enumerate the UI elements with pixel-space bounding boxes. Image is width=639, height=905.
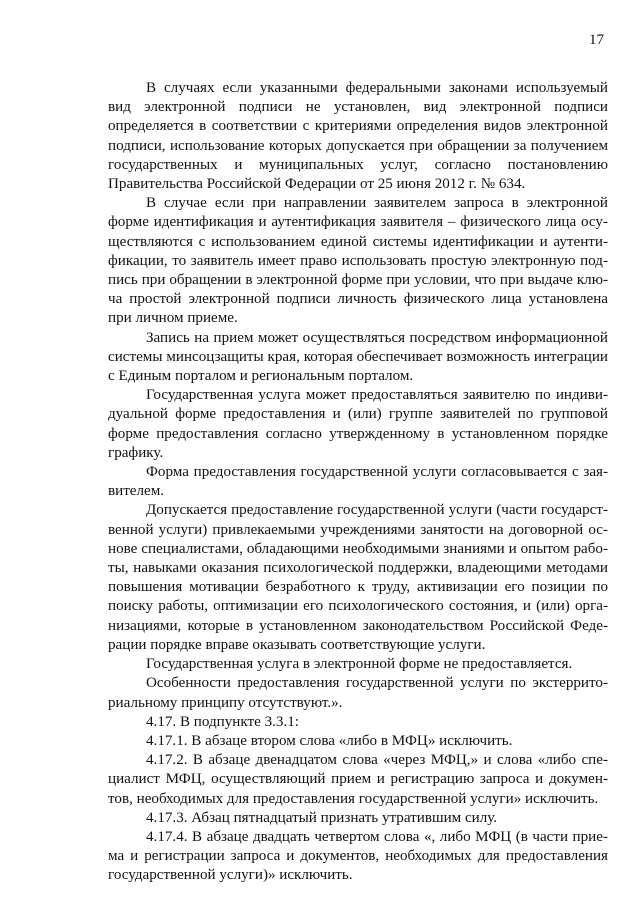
paragraph-extraterritorial-principle: Особенности предоставления государственной услуги по экстерриториальному принципу отсутствуют.». <box>108 675 608 711</box>
clause-4-17: 4.17. В подпункте 3.3.1: <box>146 713 299 730</box>
paragraph-form-agreement: Форма предоставления государственной услуги согласовывается с заявителем. <box>108 464 608 500</box>
document-body <box>108 79 608 886</box>
clause-4-17-2: 4.17.2. В абзаце двенадцатом слова «через МФЦ,» и слова «либо специалист МФЦ, осуществляющий прием и регистрацию запроса и документов, необходимых для предоставления государственной услуги» исключить. <box>108 752 608 807</box>
paragraph-no-electronic-form: Государственная услуга в электронной форме не предоставляется. <box>146 656 573 673</box>
clause-4-17-4: 4.17.4. В абзаце двадцать четвертом слова «, либо МФЦ (в части приема и регистрации запроса и документов, необходимых для предоставления государственной услуги)» исключить. <box>108 828 608 884</box>
page-number: 17 <box>589 32 604 48</box>
clause-4-17-3: 4.17.3. Абзац пятнадцатый признать утратившим силу. <box>146 809 498 826</box>
clause-4-17-1: 4.17.1. В абзаце втором слова «либо в МФЦ» исключить. <box>146 732 513 749</box>
paragraph-specialists-involvement: Допускается предоставление государственной услуги (части государственной услуги) привлекаемыми учреждениями занятости на договорной основе специалистами, обладающими необходимыми знаниями и опытом работы, навыками оказания психологической поддержки, владеющими методами повышения мотивации безработного к труду, активизации его позиции по поиску работы, оптимизации его психологического состояния, и (или) организациями, которые в установленном законодательством Российской Федерации порядке вправе оказывать соответствующие услуги. <box>108 502 608 653</box>
paragraph-electronic-signature-criteria: В случаях если указанными федеральными законами используемый вид электронной подписи не установлен, вид электронной подписи определяется в соответствии с критериями определения видов электронной подписи, использование которых допускается при обращении за получением государственных и муниципальных услуг, согласно постановлению Правительства Российской Федерации от 25 июня 2012 г. № 634. <box>108 80 608 193</box>
paragraph-identification-authentication: В случае если при направлении заявителем запроса в электронной форме идентификация и аутентификация заявителя – физического лица осуществляются с использованием единой системы идентификации и аутентификации, то заявитель имеет право использовать простую электронную подпись при обращении в электронной форме при условии, что при выдаче ключа простой электронной подписи личность физического лица установлена при личном приеме. <box>108 195 608 327</box>
paragraph-service-forms: Государственная услуга может предоставляться заявителю по индивидуальной форме предоставления и (или) группе заявителей по групповой форме предоставления согласно утвержденному в установленном порядке графику. <box>108 387 608 461</box>
paragraph-appointment-booking: Запись на прием может осуществляться посредством информационной системы минсоцзащиты края, которая обеспечивает возможность интеграции с Единым порталом и региональным порталом. <box>108 329 608 385</box>
